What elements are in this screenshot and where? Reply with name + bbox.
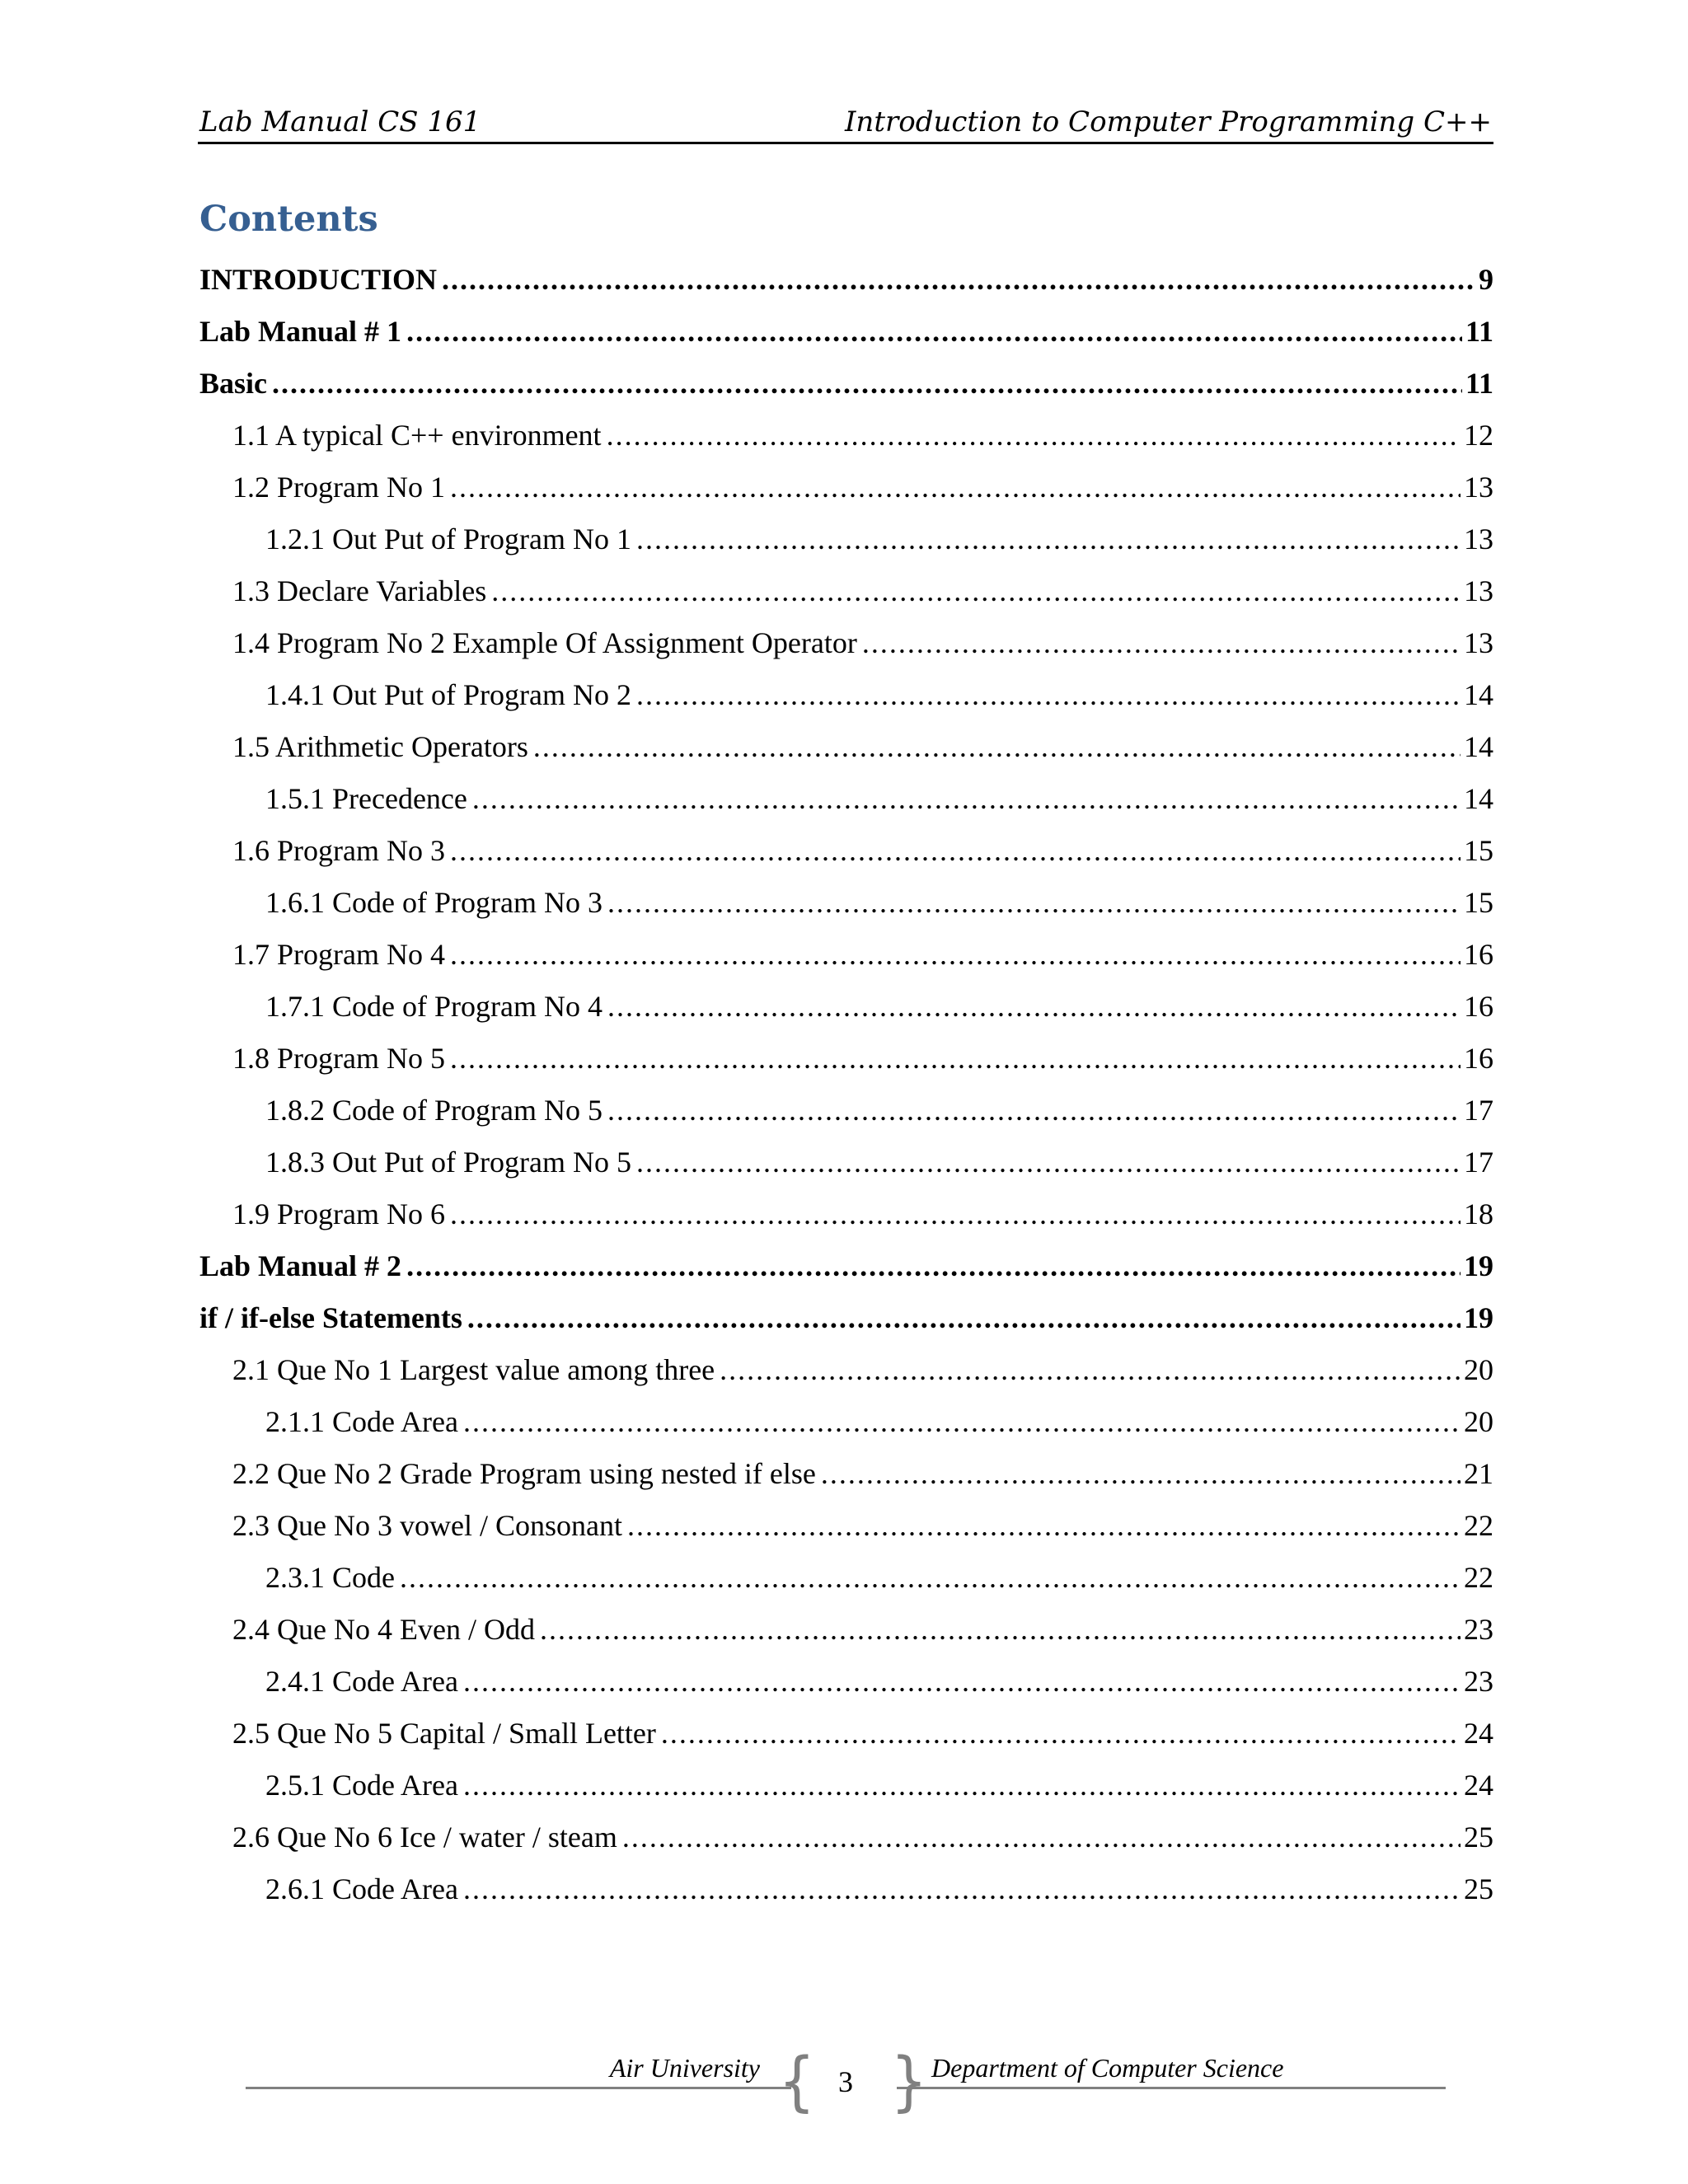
toc-entry[interactable] — [199, 765, 1493, 817]
toc-entry[interactable] — [199, 817, 1493, 869]
toc-entry-title: 1.4 Program No 2 Example Of Assignment Operator — [232, 626, 857, 659]
toc-entry-page: 22 — [1464, 1561, 1493, 1594]
footer-department: Department of Computer Science — [931, 2053, 1284, 2083]
toc-dot-leader — [821, 1455, 1461, 1492]
toc-dot-leader — [400, 1559, 1461, 1596]
page-number: 3 — [838, 2065, 853, 2098]
toc-entry-title: 1.6.1 Code of Program No 3 — [265, 886, 603, 919]
table-of-contents — [199, 246, 1493, 1907]
toc-entry-title: Basic — [199, 367, 268, 400]
toc-dot-leader — [636, 521, 1461, 557]
toc-entry[interactable] — [199, 246, 1493, 298]
toc-entry[interactable] — [199, 661, 1493, 713]
toc-entry-page: 25 — [1464, 1872, 1493, 1905]
toc-entry-title: 2.1 Que No 1 Largest value among three — [232, 1353, 715, 1386]
toc-dot-leader — [607, 1092, 1461, 1128]
toc-entry-title: 2.6 Que No 6 Ice / water / steam — [232, 1821, 617, 1854]
toc-entry[interactable] — [199, 1544, 1493, 1596]
toc-dot-leader — [607, 417, 1461, 453]
toc-entry-title: 2.5 Que No 5 Capital / Small Letter — [232, 1717, 656, 1750]
toc-dot-leader — [607, 884, 1461, 921]
toc-entry-title: 2.6.1 Code Area — [265, 1872, 458, 1905]
toc-entry[interactable] — [199, 609, 1493, 661]
toc-entry-title: 1.5.1 Precedence — [265, 782, 467, 815]
toc-entry-title: 1.4.1 Out Put of Program No 2 — [265, 678, 631, 711]
toc-entry-page: 22 — [1464, 1509, 1493, 1542]
toc-entry-page: 9 — [1479, 263, 1493, 296]
toc-entry-title: 2.5.1 Code Area — [265, 1769, 458, 1802]
toc-entry-title: 2.3.1 Code — [265, 1561, 395, 1594]
toc-entry-title: 1.7.1 Code of Program No 4 — [265, 990, 603, 1023]
toc-entry-page: 13 — [1464, 574, 1493, 607]
toc-dot-leader — [622, 1819, 1461, 1855]
toc-dot-leader — [450, 1040, 1461, 1076]
toc-dot-leader — [450, 1196, 1461, 1232]
toc-entry-title: INTRODUCTION — [199, 263, 438, 296]
toc-entry-title: 2.3 Que No 3 vowel / Consonant — [232, 1509, 622, 1542]
toc-entry-page: 15 — [1464, 886, 1493, 919]
toc-entry[interactable] — [199, 505, 1493, 557]
toc-entry[interactable] — [199, 713, 1493, 765]
toc-entry-title: 1.5 Arithmetic Operators — [232, 730, 528, 763]
toc-dot-leader — [406, 1248, 1461, 1284]
toc-entry-page: 17 — [1464, 1146, 1493, 1179]
footer-university: Air University — [609, 2053, 760, 2083]
toc-dot-leader — [491, 573, 1461, 609]
toc-entry-page: 21 — [1464, 1457, 1493, 1490]
toc-entry[interactable] — [199, 1024, 1493, 1076]
toc-entry-page: 16 — [1464, 1042, 1493, 1075]
toc-entry-title: 1.8.2 Code of Program No 5 — [265, 1094, 603, 1127]
toc-entry[interactable] — [199, 1440, 1493, 1492]
toc-entry-title: if / if-else Statements — [199, 1301, 462, 1334]
toc-dot-leader — [463, 1871, 1461, 1907]
toc-entry-page: 15 — [1464, 834, 1493, 867]
toc-entry[interactable] — [199, 1180, 1493, 1232]
toc-entry-page: 14 — [1464, 730, 1493, 763]
toc-entry-page: 19 — [1464, 1301, 1493, 1334]
toc-entry-page: 13 — [1464, 626, 1493, 659]
toc-entry-title: 1.3 Declare Variables — [232, 574, 487, 607]
toc-entry-page: 20 — [1464, 1353, 1493, 1386]
toc-entry[interactable] — [199, 1492, 1493, 1544]
toc-dot-leader — [533, 729, 1461, 765]
toc-dot-leader — [450, 832, 1461, 869]
toc-entry-title: 2.1.1 Code Area — [265, 1405, 458, 1438]
toc-entry-page: 14 — [1464, 782, 1493, 815]
toc-entry-page: 24 — [1464, 1717, 1493, 1750]
toc-entry-title: 1.2.1 Out Put of Program No 1 — [265, 523, 631, 555]
page-header — [198, 97, 1493, 144]
toc-entry[interactable] — [199, 1751, 1493, 1803]
toc-entry-page: 18 — [1464, 1197, 1493, 1230]
toc-entry[interactable] — [199, 557, 1493, 609]
header-right-title: Introduction to Computer Programming C++ — [844, 105, 1492, 138]
toc-dot-leader — [463, 1663, 1461, 1699]
toc-entry[interactable] — [199, 1803, 1493, 1855]
toc-entry-title: 2.4.1 Code Area — [265, 1665, 458, 1698]
toc-entry[interactable] — [199, 1076, 1493, 1128]
toc-entry[interactable] — [199, 1855, 1493, 1907]
toc-entry-title: 1.8 Program No 5 — [232, 1042, 445, 1075]
toc-entry-title: 1.9 Program No 6 — [232, 1197, 445, 1230]
toc-entry[interactable] — [199, 349, 1493, 401]
toc-dot-leader — [442, 261, 1475, 298]
toc-dot-leader — [406, 313, 1462, 349]
toc-entry-title: 1.6 Program No 3 — [232, 834, 445, 867]
toc-entry[interactable] — [199, 1388, 1493, 1440]
toc-entry-title: 2.4 Que No 4 Even / Odd — [232, 1613, 535, 1646]
toc-entry-page: 11 — [1465, 315, 1493, 348]
toc-entry[interactable] — [199, 1647, 1493, 1699]
toc-dot-leader — [636, 677, 1461, 713]
toc-entry[interactable] — [199, 869, 1493, 921]
toc-entry[interactable] — [199, 972, 1493, 1024]
toc-entry-page: 16 — [1464, 938, 1493, 971]
toc-dot-leader — [627, 1507, 1461, 1544]
toc-entry-title: 1.2 Program No 1 — [232, 471, 445, 504]
footer-rule-left — [246, 2087, 791, 2089]
toc-dot-leader — [720, 1352, 1461, 1388]
toc-entry[interactable] — [199, 1596, 1493, 1647]
header-left-title: Lab Manual CS 161 — [199, 105, 481, 138]
toc-dot-leader — [540, 1611, 1461, 1647]
toc-entry-page: 20 — [1464, 1405, 1493, 1438]
toc-entry-title: 1.7 Program No 4 — [232, 938, 445, 971]
toc-dot-leader — [661, 1715, 1461, 1751]
toc-entry-title: 1.1 A typical C++ environment — [232, 419, 602, 452]
toc-entry-title: Lab Manual # 1 — [199, 315, 402, 348]
toc-entry[interactable] — [199, 1128, 1493, 1180]
toc-entry[interactable] — [199, 401, 1493, 453]
toc-entry-title: Lab Manual # 2 — [199, 1249, 402, 1282]
toc-dot-leader — [450, 469, 1461, 505]
toc-entry-page: 17 — [1464, 1094, 1493, 1127]
toc-entry[interactable] — [199, 1232, 1493, 1284]
toc-entry[interactable] — [199, 1336, 1493, 1388]
left-brace-icon: { — [778, 2045, 816, 2119]
toc-entry-page: 16 — [1464, 990, 1493, 1023]
toc-dot-leader — [463, 1404, 1461, 1440]
toc-entry-page: 23 — [1464, 1613, 1493, 1646]
right-brace-icon: } — [890, 2045, 928, 2119]
footer-rule-right — [897, 2087, 1446, 2089]
toc-dot-leader — [463, 1767, 1461, 1803]
toc-entry-title: 1.8.3 Out Put of Program No 5 — [265, 1146, 631, 1179]
toc-entry[interactable] — [199, 453, 1493, 505]
toc-entry[interactable] — [199, 921, 1493, 972]
toc-entry-title: 2.2 Que No 2 Grade Program using nested if else — [232, 1457, 816, 1490]
toc-entry-page: 23 — [1464, 1665, 1493, 1698]
toc-entry-page: 19 — [1464, 1249, 1493, 1282]
toc-dot-leader — [472, 780, 1461, 817]
toc-dot-leader — [607, 988, 1461, 1024]
toc-dot-leader — [636, 1144, 1461, 1180]
toc-dot-leader — [272, 365, 1462, 401]
toc-entry-page: 12 — [1464, 419, 1493, 452]
contents-heading: Contents — [199, 199, 378, 240]
toc-entry[interactable] — [199, 1699, 1493, 1751]
toc-entry-page: 25 — [1464, 1821, 1493, 1854]
toc-dot-leader — [450, 936, 1461, 972]
toc-dot-leader — [862, 625, 1461, 661]
toc-entry[interactable] — [199, 298, 1493, 349]
toc-entry[interactable] — [199, 1284, 1493, 1336]
toc-entry-page: 24 — [1464, 1769, 1493, 1802]
toc-entry-page: 13 — [1464, 523, 1493, 555]
toc-entry-page: 11 — [1465, 367, 1493, 400]
toc-entry-page: 13 — [1464, 471, 1493, 504]
toc-dot-leader — [467, 1300, 1461, 1336]
toc-entry-page: 14 — [1464, 678, 1493, 711]
